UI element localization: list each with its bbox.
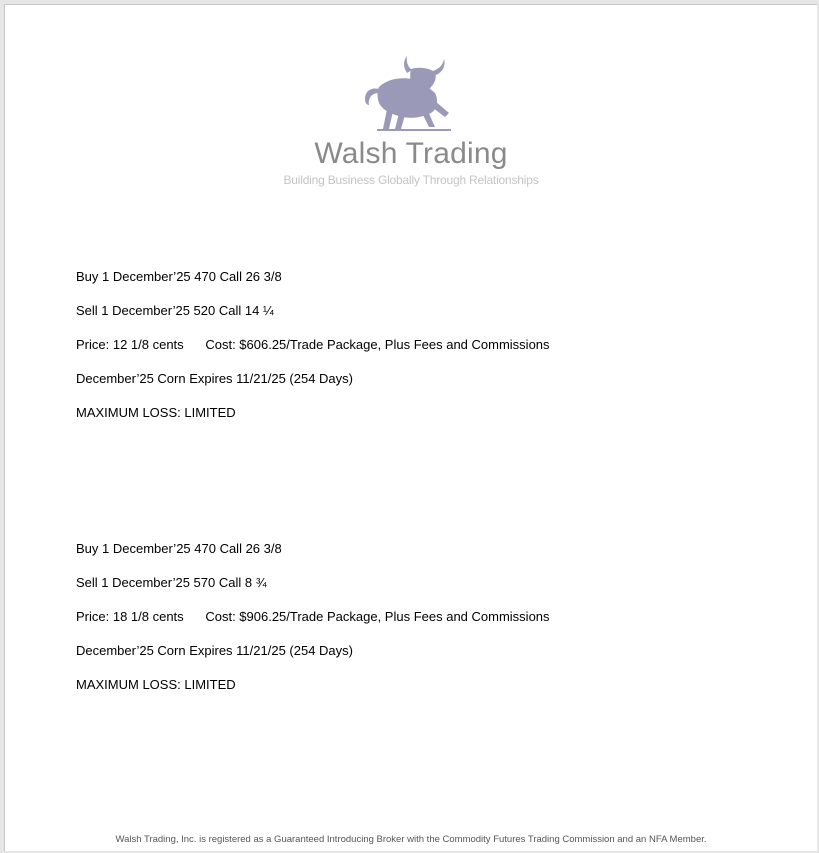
tagline: Building Business Globally Through Relationships bbox=[283, 173, 539, 187]
sell-line: Sell 1 December’25 570 Call 8 ¾ bbox=[76, 575, 267, 590]
document-page bbox=[4, 4, 817, 851]
bull-icon bbox=[359, 53, 463, 133]
expiry-line: December’25 Corn Expires 11/21/25 (254 Days) bbox=[76, 643, 353, 658]
footer-disclaimer: Walsh Trading, Inc. is registered as a Guaranteed Introducing Broker with the Commodity Futures Trading Commission and an NFA Member. bbox=[115, 834, 707, 845]
buy-line: Buy 1 December’25 470 Call 26 3/8 bbox=[76, 541, 282, 556]
company-name: Walsh Trading bbox=[314, 137, 508, 170]
sell-line: Sell 1 December’25 520 Call 14 ¼ bbox=[76, 303, 274, 318]
max-loss-line: MAXIMUM LOSS: LIMITED bbox=[76, 677, 236, 692]
price-line: Price: 18 1/8 cents Cost: $906.25/Trade Package, Plus Fees and Commissions bbox=[76, 609, 550, 624]
price-line: Price: 12 1/8 cents Cost: $606.25/Trade Package, Plus Fees and Commissions bbox=[76, 337, 550, 352]
trade-block-1 bbox=[76, 268, 550, 438]
buy-line: Buy 1 December’25 470 Call 26 3/8 bbox=[76, 269, 282, 284]
expiry-line: December’25 Corn Expires 11/21/25 (254 Days) bbox=[76, 371, 353, 386]
max-loss-line: MAXIMUM LOSS: LIMITED bbox=[76, 405, 236, 420]
trade-block-2 bbox=[76, 540, 550, 710]
logo bbox=[5, 53, 817, 187]
